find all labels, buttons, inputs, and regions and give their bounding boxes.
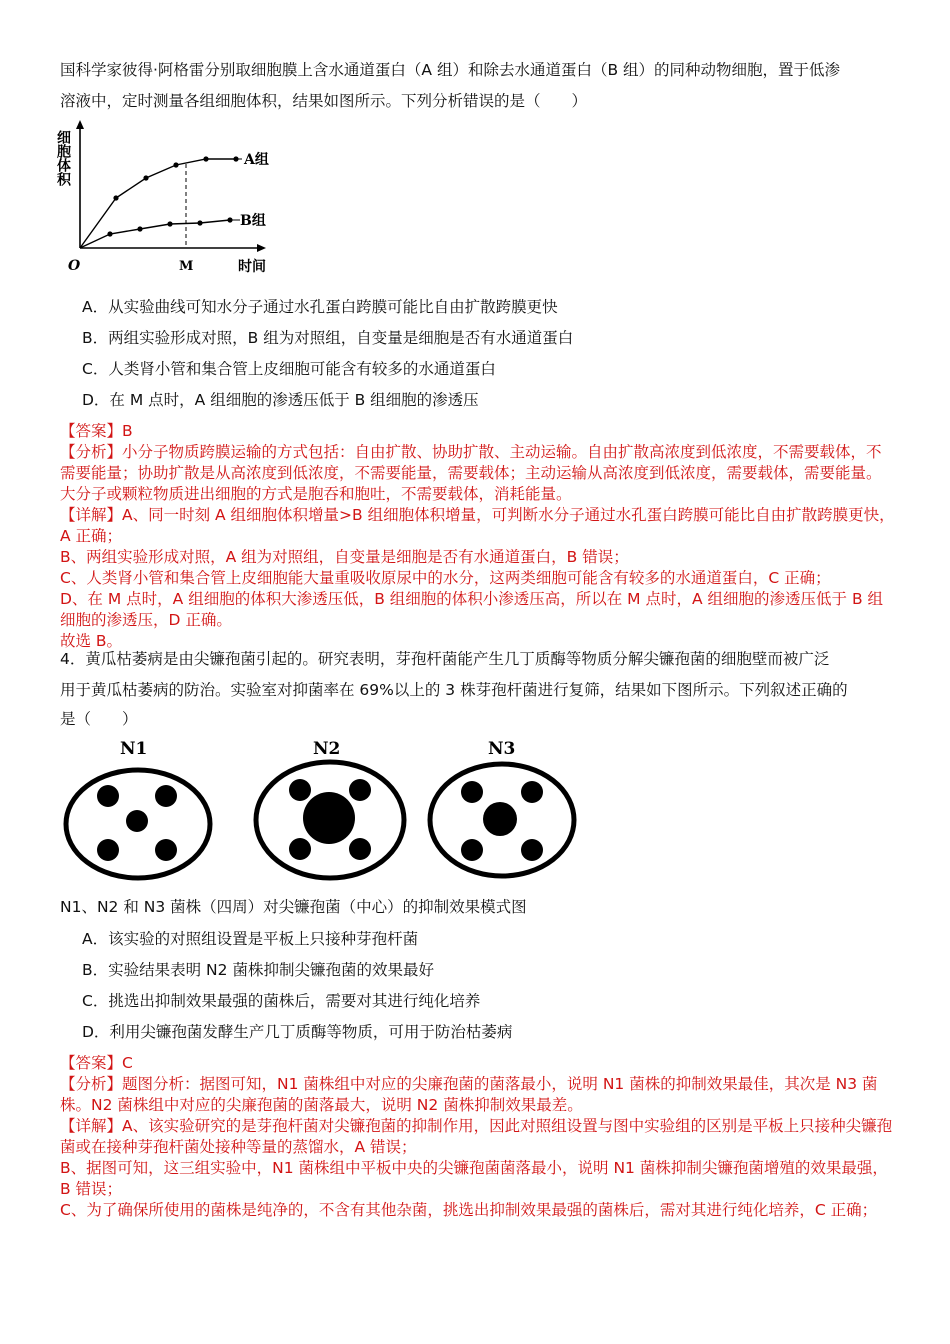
- q4-option-a: A．该实验的对照组设置是平板上只接种芽孢杆菌: [82, 930, 419, 948]
- q4-option-b: B．实验结果表明 N2 菌株抑制尖镰孢菌的效果最好: [82, 961, 434, 979]
- plate-label-n2: N2: [313, 739, 341, 759]
- series-b-line: [80, 220, 230, 248]
- petri-dish-diagram: [58, 734, 588, 884]
- plate-label-n1: N1: [120, 739, 148, 759]
- q3-detail-1: 【详解】A、同一时刻 A 组细胞体积增量>B 组细胞体积增量，可判断水分子通过水孔蛋白跨膜可能比自由扩散跨膜更快，A 正确；: [60, 506, 895, 545]
- bacillus-colony: [289, 838, 311, 860]
- q3-detail-3: C、人类肾小管和集合管上皮细胞能大量重吸收原尿中的水分，这两类细胞可能含有较多的水通道蛋白，C 正确；: [60, 569, 831, 587]
- y-axis-arrow: [76, 120, 84, 129]
- q4-answer: 【答案】C: [60, 1054, 133, 1072]
- series-a-point: [113, 195, 118, 200]
- q3-analysis: 【分析】小分子物质跨膜运输的方式包括：自由扩散、协助扩散、主动运输。自由扩散高浓度到低浓度，不需要载体，不需要能量；协助扩散是从高浓度到低浓度，不需要能量，需要载体；主动运输从高浓度到低浓度，需要载体，需要能量。大分子或颗粒物质进出细胞的方式是胞吞和胞吐，不需要载体，消耗能量。: [60, 443, 882, 503]
- diagram-caption: N1、N2 和 N3 菌株（四周）对尖镰孢菌（中心）的抑制效果模式图: [60, 898, 527, 916]
- q3-stem-line-1: 国科学家彼得·阿格雷分别取细胞膜上含水通道蛋白（A 组）和除去水通道蛋白（B 组）的同种动物细胞，置于低渗: [60, 61, 841, 79]
- bacillus-colony: [461, 781, 483, 803]
- bacillus-colony: [97, 839, 119, 861]
- q3-stem-line-2: 溶液中，定时测量各组细胞体积，结果如图所示。下列分析错误的是（ ）: [60, 92, 588, 110]
- series-b-point: [137, 226, 142, 231]
- series-b-point: [197, 220, 202, 225]
- q3-option-d: D．在 M 点时，A 组细胞的渗透压低于 B 组细胞的渗透压: [82, 391, 479, 409]
- bacillus-colony: [461, 839, 483, 861]
- bacillus-colony: [97, 785, 119, 807]
- q4-solution: [60, 1053, 895, 1221]
- fusarium-colony-center: [303, 792, 355, 844]
- series-a-label: A组: [244, 152, 269, 168]
- bacillus-colony: [289, 779, 311, 801]
- q4-stem-line-2: 用于黄瓜枯萎病的防治。实验室对抑菌率在 69%以上的 3 株芽孢杆菌进行复筛，结果如下图所示。下列叙述正确的: [60, 681, 848, 699]
- series-b-label: B组: [240, 213, 266, 229]
- q4-stem-line-1: 4．黄瓜枯萎病是由尖镰孢菌引起的。研究表明，芽孢杆菌能产生几丁质酶等物质分解尖镰孢菌的细胞壁而被广泛: [60, 650, 830, 668]
- q3-detail-2: B、两组实验形成对照，A 组为对照组，自变量是细胞是否有水通道蛋白，B 错误；: [60, 548, 629, 566]
- x-axis-arrow: [257, 244, 266, 252]
- series-a-line: [80, 159, 236, 248]
- q4-detail-2: B、据图可知，这三组实验中，N1 菌株组中平板中央的尖镰孢菌菌落最小，说明 N1 菌株抑制尖镰孢菌增殖的效果最强，B 错误；: [60, 1159, 888, 1198]
- bacillus-colony: [349, 779, 371, 801]
- fusarium-colony-center: [126, 810, 148, 832]
- q4-analysis: 【分析】题图分析：据图可知，N1 菌株组中对应的尖廉孢菌的菌落最小，说明 N1 菌株的抑制效果最佳，其次是 N3 菌株。N2 菌株组中对应的尖廉孢菌的菌落最大，说明 N2 菌株抑制效果最差。: [60, 1075, 878, 1114]
- m-label: M: [179, 259, 194, 274]
- series-a-point: [173, 162, 178, 167]
- bacillus-colony: [521, 781, 543, 803]
- q3-detail-5: 故选 B。: [60, 632, 123, 650]
- q3-solution: [60, 421, 895, 652]
- x-axis-label: 时间: [238, 259, 266, 275]
- series-b-point: [167, 221, 172, 226]
- q4-option-c: C．挑选出抑制效果最强的菌株后，需要对其进行纯化培养: [82, 992, 481, 1010]
- q3-detail-4: D、在 M 点时，A 组细胞的体积大渗透压低，B 组细胞的体积小渗透压高，所以在 M 点时，A 组细胞的渗透压低于 B 组细胞的渗透压，D 正确。: [60, 590, 884, 629]
- q3-option-a: A．从实验曲线可知水分子通过水孔蛋白跨膜可能比自由扩散跨膜更快: [82, 298, 558, 316]
- q3-option-b: B．两组实验形成对照，B 组为对照组，自变量是细胞是否有水通道蛋白: [82, 329, 574, 347]
- q4-detail-3: C、为了确保所使用的菌株是纯净的，不含有其他杂菌，挑选出抑制效果最强的菌株后，需对其进行纯化培养，C 正确；: [60, 1201, 878, 1219]
- q3-option-c: C．人类肾小管和集合管上皮细胞可能含有较多的水通道蛋白: [82, 360, 496, 378]
- series-b-points: [107, 217, 232, 236]
- origin-label: O: [68, 258, 81, 274]
- series-b-point: [107, 231, 112, 236]
- plate-label-n3: N3: [488, 739, 516, 759]
- series-a-point: [143, 175, 148, 180]
- bacillus-colony: [155, 839, 177, 861]
- q3-answer: 【答案】B: [60, 422, 133, 440]
- bacillus-colony: [155, 785, 177, 807]
- y-axis-label: 细胞体积: [55, 130, 71, 186]
- fusarium-colony-center: [483, 802, 517, 836]
- q4-detail-1: 【详解】A、该实验研究的是芽孢杆菌对尖镰孢菌的抑制作用，因此对照组设置与图中实验组的区别是平板上只接种尖镰孢菌或在接种芽孢杆菌处接种等量的蒸馏水，A 错误；: [60, 1117, 893, 1156]
- q4-option-d: D．利用尖镰孢菌发酵生产几丁质酶等物质，可用于防治枯萎病: [82, 1023, 513, 1041]
- q4-stem-line-3: 是（ ）: [60, 710, 138, 728]
- series-a-point: [203, 156, 208, 161]
- bacillus-colony: [349, 838, 371, 860]
- bacillus-colony: [521, 839, 543, 861]
- cell-volume-chart: [55, 118, 288, 280]
- series-a-points: [113, 156, 238, 200]
